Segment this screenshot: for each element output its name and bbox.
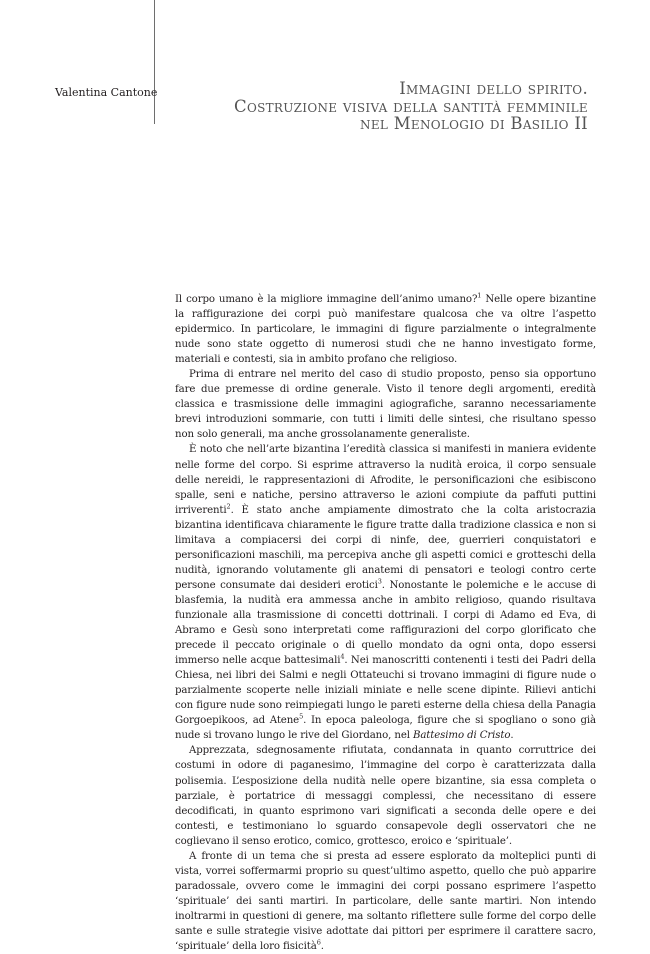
- paragraph-text: .: [320, 941, 324, 953]
- body-paragraph: [175, 367, 596, 442]
- title-line: nel Menologio di Basilio II: [360, 114, 588, 133]
- paragraph-text: Nelle opere bizantine la raffigurazione dei corpi può manifestare qualcosa che va oltre l’aspetto epidermico. In particolare, le immagini di figure parzialmente o integralmente nude sono state oggetto di numerosi studi che ne hanno investigato forme, materiali e contesti, sia in ambito profano che religioso.: [175, 294, 596, 366]
- footnote-ref: 1: [477, 291, 482, 300]
- article-title: [148, 80, 588, 133]
- paragraph-text: Il corpo umano è la migliore immagine dell’animo umano?: [175, 294, 478, 305]
- footnote-ref: 6: [316, 938, 321, 947]
- body-paragraph: [175, 292, 596, 367]
- body-paragraph: [175, 849, 596, 954]
- body-paragraph: [175, 442, 596, 743]
- running-head-author: Valentina Cantone: [55, 86, 158, 99]
- paragraph-text: Apprezzata, sdegnosamente rifiutata, condannata in quanto corruttrice dei costumi in odore di paganesimo, l’immagine del corpo è caratterizzata dalla polisemia. L’esposizione della nudità nelle opere bizantine, sia essa completa o parziale, è portatrice di messaggi complessi, che necessitano di essere decodificati, in quanto esprimono vari significati a seconda delle opere e dei contesti, e testimoniano lo sguardo consapevole degli osservatori che ne coglievano il senso erotico, comico, grottesco, eroico e ‘spirituale’.: [175, 745, 596, 847]
- paragraph-text: Prima di entrare nel merito del caso di studio proposto, penso sia opportuno fare due premesse di ordine generale. Visto il tenore degli argomenti, eredità classica e trasmissione delle immagini agiografiche, saranno necessariamente brevi introduzioni sommarie, con tutti i limiti delle sintesi, che risultano spesso non solo generali, ma anche grossolanamente generaliste.: [175, 369, 596, 441]
- italic-title: Battesimo di Cristo: [412, 730, 511, 742]
- paragraph-text: . È stato anche ampiamente dimostrato che la colta aristocrazia bizantina identificava chiaramente le figure tratte dalla tradizione classica e non si limitava a compiacersi dei corpi di ninfe, dee, guerrieri conquistatori e personificazioni maschili, ma percepiva anche gli aspetti comici e grotteschi della nudità, ignorando volutamente gli anatemi di pensatori e teologi contro certe persone consumate dai desideri erotici: [175, 504, 596, 591]
- paragraph-text: . Nei manoscritti contenenti i testi dei Padri della Chiesa, nei libri dei Salmi e negli Ottateuchi si trovano immagini di figure nude o parzialmente scoperte nelle iniziali miniate e nelle scene dipinte. Rilievi antichi con figure nude sono reimpiegati lungo le pareti esterne della chiesa della Panagia Gorgoepikoos, ad Atene: [175, 655, 596, 727]
- title-line: Costruzione visiva della santità femminile: [234, 96, 588, 116]
- paragraph-text: . In epoca paleologa, figure che si spogliano o sono già nude si trovano lungo le rive del Giordano, nel: [175, 715, 596, 742]
- footnote-ref: 4: [340, 652, 345, 661]
- paragraph-text: .: [510, 730, 514, 742]
- body-paragraph: [175, 743, 596, 848]
- paragraph-text: A fronte di un tema che si presta ad essere esplorato da molteplici punti di vista, vorrei soffermarmi proprio su quest’ultimo aspetto, quello che può apparire paradossale, ovvero come le immagini dei corpi possano esprimere l’aspetto ‘spirituale’ dei santi martiri. In particolare, delle sante martiri. Non intendo inoltrarmi in questioni di genere, ma soltanto riflettere sulle forme del corpo delle sante e sulle strategie visive adottate dai pittori per esprimere il carattere sacro, ‘spirituale’ della loro fisicità: [175, 850, 596, 953]
- footnote-ref: 5: [299, 712, 304, 721]
- footnote-ref: 3: [377, 577, 382, 586]
- paragraph-text: . Nonostante le polemiche e le accuse di blasfemia, la nudità era ammessa anche in ambito religioso, quando risultava funzionale alla trasmissione di concetti dottrinali. I corpi di Adamo ed Eva, di Abramo e Gesù sono interpretati come raffigurazioni del corpo glorificato che precede il peccato originale o di quello mondato da ogni onta, dopo essersi immerso nelle acque battesimali: [175, 579, 596, 667]
- footnote-ref: 2: [226, 502, 231, 511]
- article-body: [175, 292, 596, 954]
- title-line: Immagini dello spirito.: [399, 79, 588, 98]
- paragraph-text: È noto che nell’arte bizantina l’eredità classica si manifesti in maniera evidente nelle forme del corpo. Si esprime attraverso la nudità eroica, il corpo sensuale delle nereidi, le rappresentazioni di Afrodite, le personificazioni che esibiscono spalle, seni e natiche, persino attraverso le azioni compiute da paffuti puttini irriverenti: [175, 444, 596, 516]
